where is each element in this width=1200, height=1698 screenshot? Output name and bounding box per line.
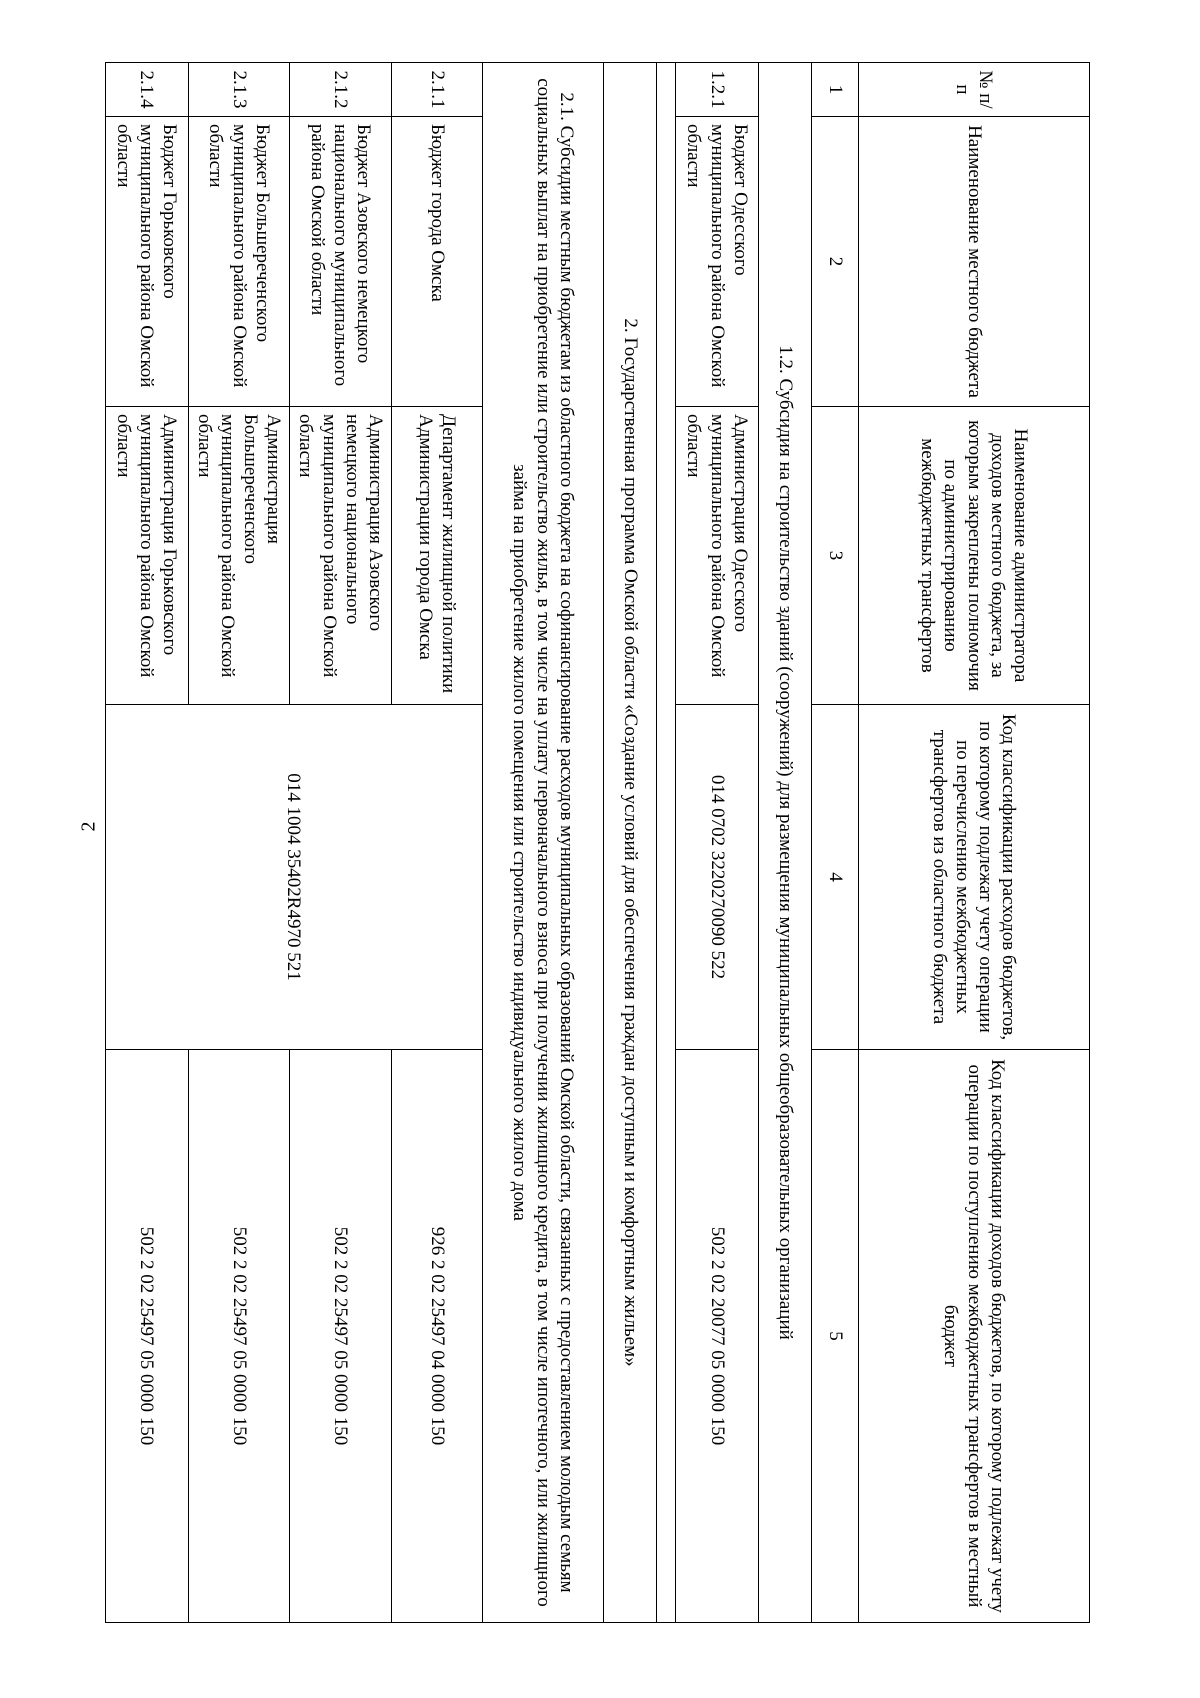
section-row: [483, 63, 604, 1623]
col-number: 2: [812, 117, 859, 407]
admin-name: Администрация Азовского немецкого национального муниципального района Омской области: [290, 407, 392, 705]
budget-name: Бюджет Азовского немецкого национального муниципального района Омской области: [290, 117, 392, 407]
header-budget-name: Наименование местного бюджета: [859, 117, 1090, 407]
budget-name: Бюджет города Омска: [392, 117, 483, 407]
expense-code: 014 0702 3220270090 522: [676, 705, 759, 1050]
col-number: 5: [812, 1050, 859, 1623]
row-number: 2.1.1: [392, 63, 483, 117]
col-number: 3: [812, 407, 859, 705]
budget-name: Бюджет Большереченского муниципального района Омской области: [188, 117, 290, 407]
row-number: 1.2.1: [676, 63, 759, 117]
section-row: [604, 63, 657, 1623]
income-code: 502 2 02 25497 05 0000 150: [105, 1050, 188, 1623]
section-2-1-title: 2.1. Субсидии местным бюджетам из областного бюджета на софинансирование расходов муниципальных образований Омской области, связанных с предоставлением молодым семьям социальных выплат на приобретение или строительство жилья, в том числе на уплату первоначального взноса при получении жилищного кредита, в том числе ипотечного, или жилищного займа на приобретение жилого помещения или строительство индивидуального жилого дома: [483, 63, 604, 1623]
header-num: № п/п: [859, 63, 1090, 117]
header-row: [859, 63, 1090, 1623]
col-number: 4: [812, 705, 859, 1050]
row-number: 2.1.4: [105, 63, 188, 117]
table-row: [676, 63, 759, 1623]
budget-name: Бюджет Одесского муниципального района Омской области: [676, 117, 759, 407]
transfers-table: [105, 62, 1090, 1623]
header-expense-code: Код классификации расходов бюджетов, по которому подлежат учету операции по перечислению межбюджетных трансфертов из областного бюджета: [859, 705, 1090, 1050]
expense-code-merged: 014 1004 35402R4970 521: [105, 705, 482, 1050]
section-1-2-title: 1.2. Субсидия на строительство зданий (сооружений) для размещения муниципальных общеобразовательных организаций: [759, 63, 812, 1623]
col-number: 1: [812, 63, 859, 117]
section-2-title: 2. Государственная программа Омской области «Создание условий для обеспечения граждан доступным и комфортным жильем»: [604, 63, 657, 1623]
admin-name: Администрация Горьковского муниципального района Омской области: [105, 407, 188, 705]
income-code: 502 2 02 25497 05 0000 150: [188, 1050, 290, 1623]
budget-name: Бюджет Горьковского муниципального района Омской области: [105, 117, 188, 407]
admin-name: Администрация Большереченского муниципального района Омской области: [188, 407, 290, 705]
table-row: [392, 63, 483, 1623]
income-code: 926 2 02 25497 04 0000 150: [392, 1050, 483, 1623]
income-code: 502 2 02 20077 05 0000 150: [676, 1050, 759, 1623]
header-income-code: Код классификации доходов бюджетов, по которому подлежат учету операции по поступлению межбюджетных трансфертов в местный бюджет: [859, 1050, 1090, 1623]
row-number: 2.1.2: [290, 63, 392, 117]
spacer-row: [657, 63, 676, 1623]
rotated-table-container: [110, 62, 1090, 1622]
section-row: [759, 63, 812, 1623]
admin-name: Администрация Одесского муниципального района Омской области: [676, 407, 759, 705]
header-admin-name: Наименование администратора доходов местного бюджета, за которым закреплены полномочия по администрированию межбюджетных трансфертов: [859, 407, 1090, 705]
column-numbers-row: [812, 63, 859, 1623]
page-number: 2: [77, 821, 100, 832]
admin-name: Департамент жилищной политики Администрации города Омска: [392, 407, 483, 705]
income-code: 502 2 02 25497 05 0000 150: [290, 1050, 392, 1623]
spacer-cell: [657, 63, 676, 1623]
row-number: 2.1.3: [188, 63, 290, 117]
